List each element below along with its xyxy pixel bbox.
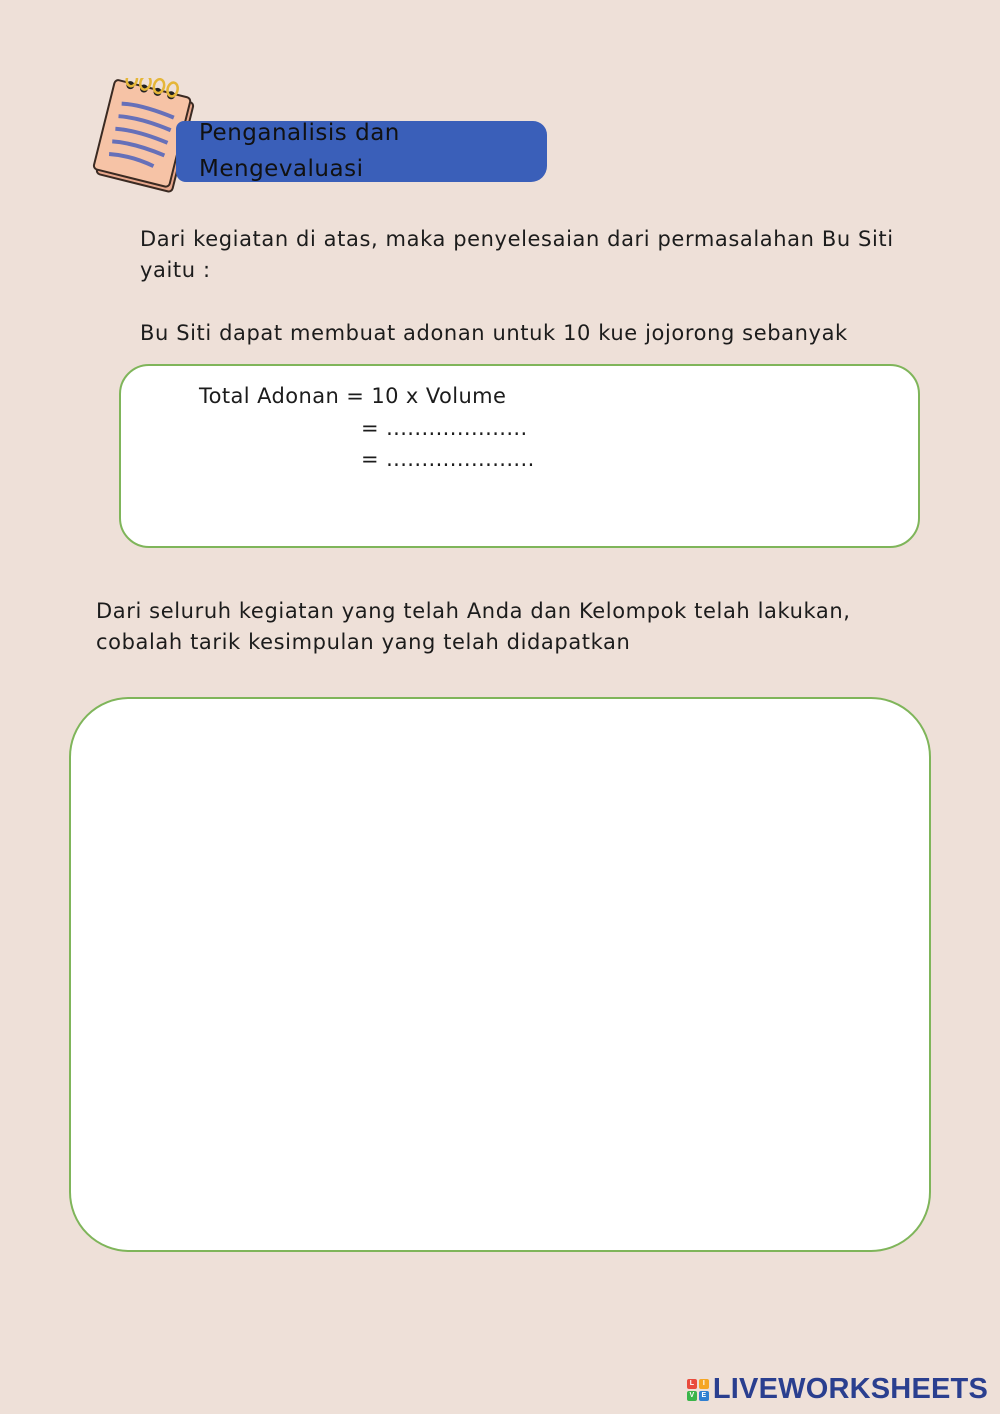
prompt-line-2: cobalah tarik kesimpulan yang telah didapatkan [96, 630, 631, 654]
logo-mark-icon [687, 1379, 709, 1401]
prompt-line-1: Dari seluruh kegiatan yang telah Anda dan Kelompok telah lakukan, [96, 599, 851, 623]
intro-line-1: Dari kegiatan di atas, maka penyelesaian dari permasalahan Bu Siti [140, 227, 894, 251]
title-line-2: Mengevaluasi [199, 156, 364, 182]
page-title [199, 115, 400, 187]
logo-letter: V [687, 1391, 697, 1401]
logo-letter: I [699, 1379, 709, 1389]
logo-letter: E [699, 1391, 709, 1401]
conclusion-prompt [96, 596, 851, 658]
conclusion-answer-box[interactable] [69, 697, 931, 1252]
formula-line-3[interactable]: = ..................... [361, 447, 535, 471]
statement-text: Bu Siti dapat membuat adonan untuk 10 kue jojorong sebanyak [140, 321, 848, 345]
liveworksheets-logo [687, 1373, 988, 1406]
formula-line-1: Total Adonan = 10 x Volume [199, 384, 507, 408]
intro-line-2: yaitu : [140, 258, 211, 282]
title-line-1: Penganalisis dan [199, 120, 400, 146]
logo-letter: L [687, 1379, 697, 1389]
brand-name: LIVEWORKSHEETS [712, 1373, 988, 1405]
formula-line-2[interactable]: = .................... [361, 416, 528, 440]
intro-paragraph [140, 224, 894, 286]
